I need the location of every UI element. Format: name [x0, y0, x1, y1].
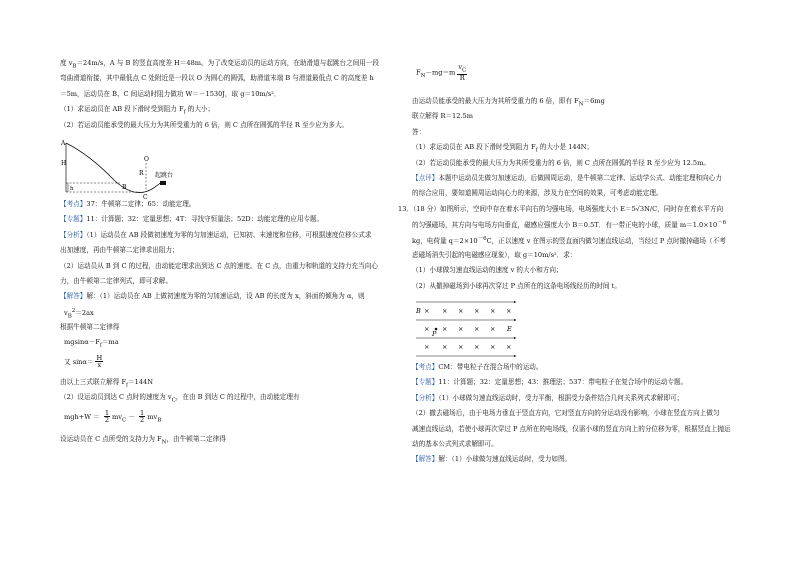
- problem-13-line: 虑磁场消失引起的电磁感应现象），取 g＝10m/s²．求：: [412, 250, 577, 259]
- fenxi-line: 力，由牛顿第二定律列式，即可求解。: [60, 276, 173, 285]
- question-1: （1）小球做匀速直线运动的速度 v 的大小和方向；: [412, 266, 563, 275]
- svg-text:×: ×: [442, 307, 448, 316]
- fenxi-line: 动的基本公式列式求解即可。: [412, 440, 498, 449]
- fenxi-line: 减速直线运动，若使小球再次穿过 P 点所在的电场线，仅需小球的竖直方向上的分位移为零，根据竖直上抛运: [412, 424, 731, 433]
- label-A: A: [61, 139, 66, 147]
- text-line: 联立解得 R＝12.5m: [412, 112, 473, 121]
- svg-text:×: ×: [490, 325, 496, 334]
- dianping-line: 【点评】本题中运动员先做匀加速运动，后做圆周运动，是牛顿第二定律、运动学公式、动能定理和向心力: [412, 173, 722, 182]
- label-C: C: [143, 193, 148, 201]
- label-E: E: [507, 325, 512, 334]
- slope-diagram: [60, 137, 210, 201]
- kaodian-line: 【考点】CM：带电粒子在混合场中的运动。: [412, 363, 543, 372]
- slope-figure: [60, 137, 390, 201]
- svg-text:×: ×: [458, 343, 464, 352]
- zhuanti-line: 【专题】11：计算题；32：定量思想；43：推理法；537：带电粒子在复合场中的运动专题。: [412, 378, 688, 387]
- fenxi-line: 出加速度，再由牛顿第二定律求出阻力；: [60, 246, 179, 255]
- svg-text:×: ×: [474, 307, 480, 316]
- field-diagram: [412, 298, 522, 362]
- problem-text-line: ＝5m，运动员在 B、C 间运动时阻力做功 W＝－1530J，取 g＝10m/s²．: [60, 89, 281, 98]
- svg-text:×: ×: [458, 307, 464, 316]
- label-platform: 起跳台: [155, 171, 174, 179]
- problem-text-line: 弯曲滑道衔接，其中最低点 C 处附近是一段以 O 为圆心的圆弧，助滑道末端 B 与滑道最低点 C 的高度差 h: [60, 74, 374, 83]
- equation-sin: 又 sinα＝ $\frac{H}{x}$: [64, 353, 103, 370]
- svg-text:×: ×: [442, 343, 448, 352]
- question-2: （2）从撤掉磁场到小球再次穿过 P 点所在的这条电场线经历的时间 t。: [412, 281, 621, 290]
- label-H: H: [61, 159, 67, 167]
- left-column: [60, 60, 390, 451]
- svg-text:×: ×: [506, 343, 512, 352]
- svg-text:×: ×: [474, 325, 480, 334]
- text-line: 设运动员在 C 点所受的支持力为 $F_N$，由牛顿第二定律得: [60, 434, 226, 445]
- dianping-line: 的综合应用，要知道圆周运动向心力的来源，涉及力在空间的效果，可考虑动能定理。: [412, 189, 663, 198]
- label-P: P: [432, 330, 437, 339]
- equation-centripetal: $F_N-mg=m$ $\frac{v_C}{R}$: [416, 63, 467, 82]
- equation-newton: $mgsin\alpha-F_f=ma$: [64, 338, 119, 349]
- right-column: [398, 60, 742, 472]
- label-O: O: [144, 155, 149, 163]
- text-line: 根据牛顿第二定律得: [60, 323, 120, 332]
- svg-text:×: ×: [490, 307, 496, 316]
- text-line: （1）求运动员在 AB 段下滑时受到阻力 $F_f$ 的大小是 144N；: [412, 143, 594, 154]
- svg-text:×: ×: [490, 343, 496, 352]
- equation-energy: mgh+W ＝ $\frac{1}{2}$ $mv_C$ － $\frac{1}{2}$ $mv_B$: [64, 408, 162, 425]
- label-R: R: [139, 169, 144, 177]
- svg-text:×: ×: [424, 343, 430, 352]
- problem-13-line: 的匀强磁场，其方向与电场方向垂直，磁感应强度大小 B＝0.5T．有一带正电的小球，质量 $m=1.0\times 10^{-6}$: [412, 220, 727, 230]
- text-line: 答：: [412, 127, 426, 136]
- jieda-line: 【解答】解：（1）运动员在 AB 上做初速度为零的匀加速运动，设 AB 的长度为 x，斜面的倾角为 α，则: [60, 292, 365, 301]
- kaodian-line: 【考点】37：牛顿第二定律；65：动能定理。: [60, 199, 196, 208]
- jieda-line: 【解答】解：（1）小球做匀速直线运动时，受力如图。: [412, 455, 572, 464]
- question-2: （2）若运动员能承受的最大压力为其所受重力的 6 倍，则 C 点所在圆弧的半径 R 至少应为多大。: [60, 120, 349, 129]
- text-line: （2）设运动员到达 C 点时的速度为 $v_C$，在由 B 到达 C 的过程中，由动能定理有: [60, 393, 300, 404]
- svg-text:×: ×: [458, 325, 464, 334]
- text-line: （2）若运动员能承受的最大压力为其所受重力的 6 倍，则 C 点所在圆弧的半径 R 至少应为 12.5m。: [412, 158, 710, 167]
- text-line: 由以上三式联立解得 $F_f=144N$: [60, 377, 154, 389]
- svg-text:×: ×: [442, 325, 448, 334]
- problem-13-line: kg，电荷量 $q=2\times 10^{-6}C$，正以速度 v 在图示的竖直面内做匀速直线运动，当经过 P 点时撤掉磁场（不考: [412, 235, 726, 245]
- svg-text:×: ×: [474, 343, 480, 352]
- fenxi-line: （2）运动员从 B 到 C 的过程，由动能定理求出到达 C 点的速度。在 C 点，由重力和轨道的支持力充当向心: [60, 261, 378, 270]
- text-line: 由运动员能承受的最大压力为其所受重力的 6 倍，即有 $F_N=6mg$: [412, 97, 605, 108]
- fenxi-line: 【分析】（1）运动员在 AB 段做初速度为零的匀加速运动，已知初、末速度和位移，可根据速度位移公式求: [60, 230, 372, 239]
- fenxi-line: （2）撤去磁场后，由于电场力垂直于竖直方向，它对竖直方向的分运动没有影响，小球在竖直方向上做匀: [412, 409, 720, 418]
- label-h: h: [70, 185, 74, 192]
- field-figure: [412, 298, 742, 364]
- label-B: B: [122, 183, 127, 191]
- problem-text-line: 度 $v_B=24m/s$，A 与 B 的竖直高度差 H＝48m。为了改变运动员的运动方向，在助滑道与起跳台之间用一段: [60, 59, 380, 70]
- label-B: B: [416, 307, 421, 316]
- fenxi-line: 【分析】（1）小球做匀速直线运动时，受力平衡，根据受力条件结合几何关系列式求解即可；: [412, 393, 684, 402]
- svg-text:×: ×: [424, 325, 430, 334]
- question-1: （1）求运动员在 AB 段下滑时受到阻力 $F_f$ 的大小；: [60, 105, 215, 116]
- svg-text:×: ×: [424, 307, 430, 316]
- equation-velocity: $v_B^2=2ax$: [64, 307, 94, 320]
- problem-13-line: 13．（18 分）如图所示，空间中存在着水平向右的匀强电场，电场强度大小 E＝5√3N/C，同时存在着水平方向: [398, 204, 724, 213]
- svg-text:×: ×: [506, 307, 512, 316]
- zhuanti-line: 【专题】11：计算题；32：定量思想；4T：寻找守恒量法；52D：动能定理的应用专题。: [60, 215, 324, 224]
